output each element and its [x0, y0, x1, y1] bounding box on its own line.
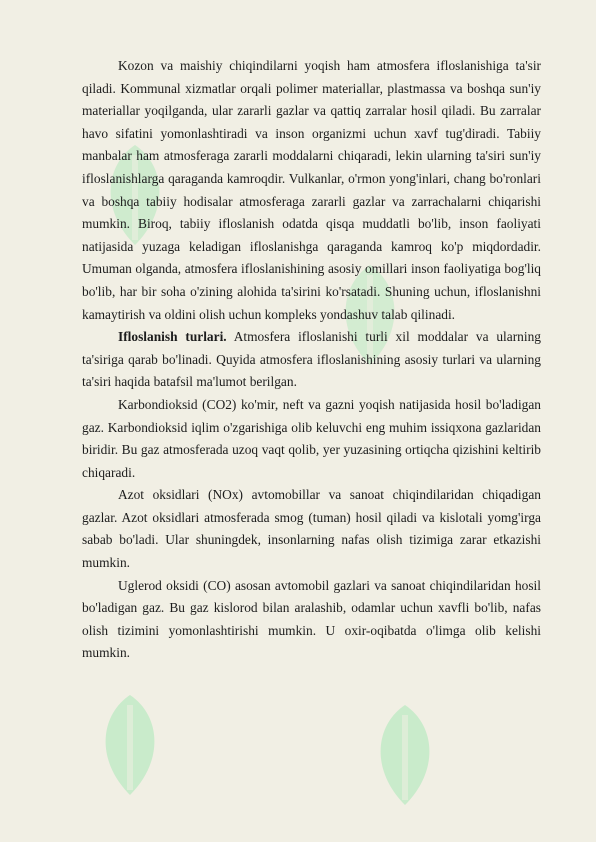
paragraph-5: Uglerod oksidi (CO) asosan avtomobil gazlari va sanoat chiqindilaridan hosil bo'ladigan gaz. Bu gaz kislorod bilan aralashib, odamlar uchun xavfli bo'lib, nafas olish tizimini yomonlashtirishi mumkin. U oxir-oqibatda o'limga olib kelishi mumkin. — [82, 577, 541, 661]
paragraph-3: Karbondioksid (CO2) ko'mir, neft va gazni yoqish natijasida hosil bo'ladigan gaz. Karbondioksid iqlim o'zgarishiga olib keluvchi eng muhim issiqxona gazlaridan biridir. Bu gaz atmosferada uzoq vaqt qolib, yer yuzasining ortiqcha qizishini keltirib chiqaradi. — [82, 396, 541, 480]
paragraph-1: Kozon va maishiy chiqindilarni yoqish ham atmosfera ifloslanishiga ta'sir qiladi. Kommunal xizmatlar orqali polimer materiallar, plastmassa va boshqa sun'iy materiallar yoqilganda, ular zararli gazlar va qattiq zarralar hosil qiladi. Bu zarralar havo sifatini yomonlashtiradi va inson organizmi uchun xavf tug'diradi. Tabiiy manbalar ham atmosferaga zararli moddalarni chiqaradi, lekin ularning ta'siri sun'iy ifloslanishlarga qaraganda kamroqdir. Vulkanlar, o'rmon yong'inlari, chang bo'ronlari va boshqa tabiiy hodisalar atmosferaga zararli gazlar va zarrachalarni chiqarishi mumkin. Biroq, tabiiy ifloslanish odatda qisqa muddatli bo'lib, inson faoliyati natijasida yuzaga keladigan ifloslanishga qaraganda kamroq ko'p miqdordadir. Umuman olganda, atmosfera ifloslanishining asosiy omillari inson faoliyatiga bog'liq bo'lib, har bir soha o'zining alohida ta'sirini ko'rsatadi. Shuning uchun, ifloslanishni kamaytirish va oldini olish uchun kompleks yondashuv talab qilinadi. — [82, 58, 541, 322]
paragraph-4: Azot oksidlari (NOx) avtomobillar va sanoat chiqindilaridan chiqadigan gazlar. Azot oksidlari atmosferada smog (tuman) hosil qiladi va kislotali yomg'irga sabab bo'ladi. Ular shuningdek, insonlarning nafas olish tizimiga zarar etkazishi mumkin. — [82, 487, 541, 571]
leaf-logo-icon — [365, 700, 445, 810]
leaf-logo-icon — [90, 690, 170, 800]
paragraph-2 — [82, 326, 541, 394]
section-heading: Ifloslanish turlari. — [118, 329, 227, 345]
paragraph-2-text: Atmosfera ifloslanishi turli xil moddalar va ularning ta'siriga qarab bo'linadi. Quyida atmosfera ifloslanishining asosiy turlari va ularning ta'siri haqida batafsil ma'lumot berilgan. — [82, 329, 541, 390]
